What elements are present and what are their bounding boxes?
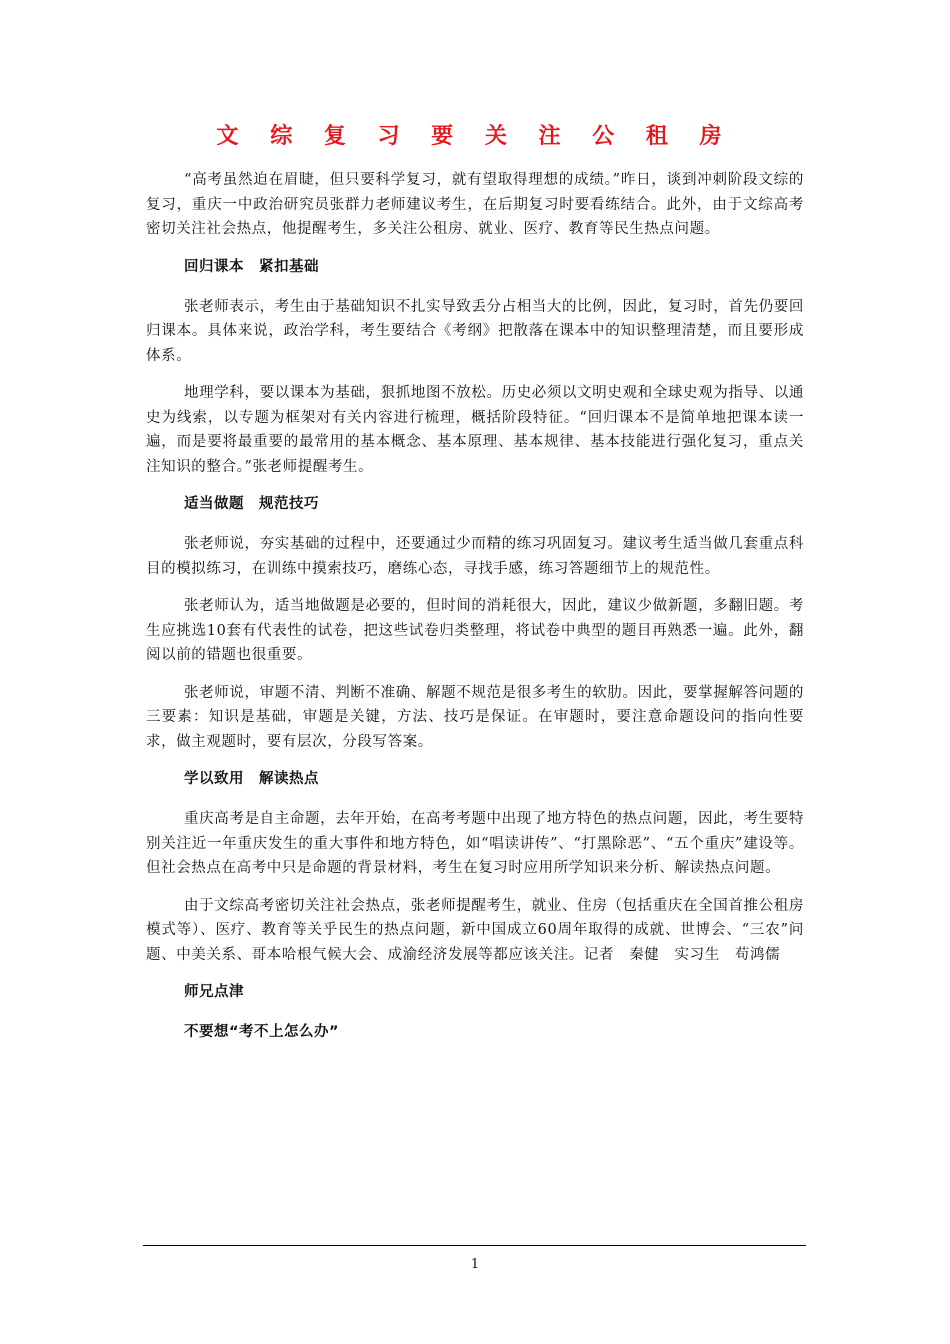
document-title: 文 综 复 习 要 关 注 公 租 房 <box>216 124 734 149</box>
section-heading: 适当做题 规范技巧 <box>184 496 319 512</box>
section-heading: 师兄点津 <box>184 984 244 1000</box>
page-number: 1 <box>470 1257 480 1272</box>
intro-paragraph: “高考虽然迫在眉睫，但只要科学复习，就有望取得理想的成绩。”昨日，谈到冲刺阶段文综的复习，重庆一中政治研究员张群力老师建议考生，在后期复习时要看练结合。此外，由于文综高考密切关注社会热点，他提醒考生，多关注公租房、就业、医疗、教育等民生热点问题。 <box>146 172 804 237</box>
body-paragraph: 张老师表示，考生由于基础知识不扎实导致丢分占相当大的比例，因此，复习时，首先仍要回归课本。具体来说，政治学科，考生要结合《考纲》把散落在课本中的知识整理清楚，而且要形成体系。 <box>146 298 804 364</box>
body-paragraph: 由于文综高考密切关注社会热点，张老师提醒考生，就业、住房（包括重庆在全国首推公租房模式等）、医疗、教育等关乎民生的热点问题，新中国成立60周年取得的成就、世博会、“三农”问题、中美关系、哥本哈根气候大会、成渝经济发展等都应该关注。记者 秦健 实习生 苟鸿儒 <box>146 897 804 963</box>
subsection-heading: 不要想“考不上怎么办” <box>184 1024 340 1040</box>
body-paragraph: 张老师说，审题不清、判断不准确、解题不规范是很多考生的软肋。因此，要掌握解答问题的三要素：知识是基础，审题是关键，方法、技巧是保证。在审题时，要注意命题设问的指向性要求，做主观题时，要有层次，分段写答案。 <box>146 684 804 750</box>
footer-divider <box>143 1245 806 1246</box>
body-paragraph: 张老师认为，适当地做题是必要的，但时间的消耗很大，因此，建议少做新题，多翻旧题。考生应挑选10套有代表性的试卷，把这些试卷归类整理，将试卷中典型的题目再熟悉一遍。此外，翻阅以前的错题也很重要。 <box>146 598 804 663</box>
body-paragraph: 张老师说，夯实基础的过程中，还要通过少而精的练习巩固复习。建议考生适当做几套重点科目的模拟练习，在训练中摸索技巧，磨练心态，寻找手感，练习答题细节上的规范性。 <box>146 536 804 577</box>
document-body <box>146 168 804 1060</box>
body-paragraph: 重庆高考是自主命题，去年开始，在高考考题中出现了地方特色的热点问题，因此，考生要特别关注近一年重庆发生的重大事件和地方特色，如“唱读讲传”、“打黑除恶”、“五个重庆”建设等。但社会热点在高考中只是命题的背景材料，考生在复习时应用所学知识来分析、解读热点问题。 <box>146 811 804 876</box>
body-paragraph: 地理学科，要以课本为基础，狠抓地图不放松。历史必须以文明史观和全球史观为指导、以通史为线索，以专题为框架对有关内容进行梳理，概括阶段特征。“回归课本不是简单地把课本读一遍，而是要将最重要的最常用的基本概念、基本原理、基本规律、基本技能进行强化复习，重点关注知识的整合。”张老师提醒考生。 <box>146 385 804 475</box>
section-heading: 回归课本 紧扣基础 <box>184 258 319 275</box>
section-heading: 学以致用 解读热点 <box>184 771 319 787</box>
